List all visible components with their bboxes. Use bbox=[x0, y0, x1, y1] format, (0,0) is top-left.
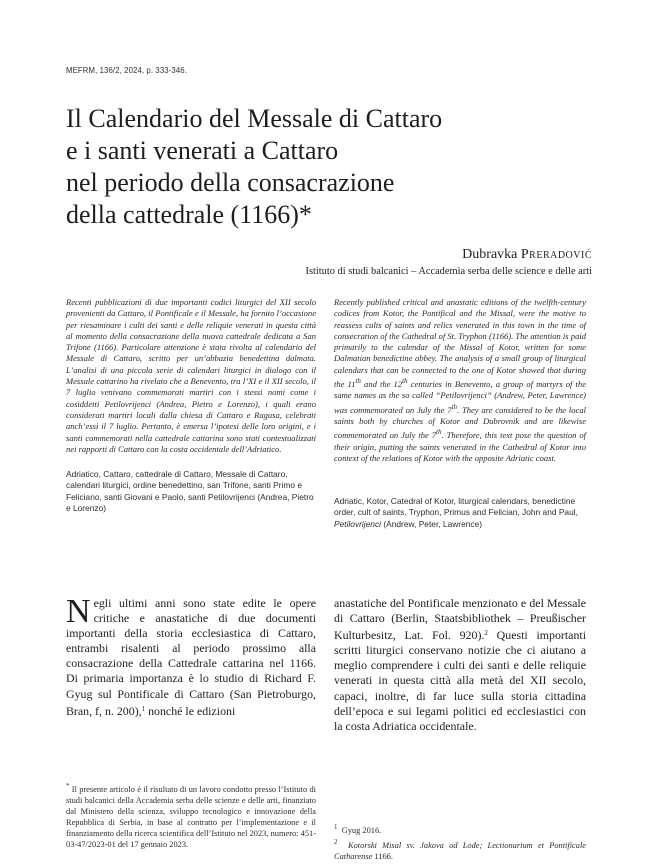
footnote-ref-link[interactable]: 2 bbox=[484, 629, 488, 638]
keywords-en-italic: Petilovrijenci bbox=[334, 518, 382, 529]
keywords-en-text: Adriatic, Kotor, Catedral of Kotor, liturgical calendars, benedictine order, cult of saints, Tryphon, Primus and Felician, John and Paul, bbox=[334, 496, 578, 518]
footnotes-right bbox=[334, 822, 586, 863]
body-column-right bbox=[334, 596, 586, 734]
superscript: th bbox=[451, 402, 458, 411]
superscript: th bbox=[402, 377, 408, 386]
footnote-ref-link[interactable]: 1 bbox=[141, 704, 146, 713]
superscript: th bbox=[436, 428, 442, 437]
abstract-en-text: . They are considered to be the local saints both by churches of Kotor and Dubrovnik and are likewise commemorated on July the 7 bbox=[334, 404, 586, 441]
footnote-mark: * bbox=[66, 782, 70, 790]
body-text: anastatiche del Pontificale menzionato e del Messale di Cattaro (Berlin, Staatsbibliothek – Preußischer Kulturbesitz, Lat. Fol. 920). bbox=[334, 596, 586, 643]
author-given-name: Dubravka bbox=[462, 247, 518, 262]
footnote-italic-text: Kotorski Misal sv. Jakova od Lođe; Lectionarium et Pontificale Catharense bbox=[334, 840, 586, 861]
article-title bbox=[66, 103, 606, 231]
drop-cap: N bbox=[66, 593, 91, 630]
body-text: Questi importanti scritti liturgici conservano notizie che ci aiutano a meglio comprendere i culti dei santi e delle reliquie venerati in questa città alla metà del XII secolo, capaci, inoltre, di far luce sulla storia cittadina dell’epoca e sui legami politici ed ecclesiastici con la costa Adriatica occidentale. bbox=[334, 628, 586, 733]
footnote bbox=[334, 822, 586, 837]
author-surname: Preradović bbox=[520, 247, 592, 262]
author-affiliation: Istituto di studi balcanici – Accademia serba delle science e delle arti bbox=[305, 266, 592, 277]
title-line: nel periodo della consacrazione bbox=[66, 168, 395, 197]
footnote bbox=[334, 837, 586, 863]
abstract-en-text: and the 12 bbox=[360, 379, 403, 390]
body-text: nonché le edizioni bbox=[145, 703, 236, 718]
body-text: egli ultimi anni sono state edite le opere critiche e anastatiche di due documenti importanti della storia ecclesiastica di Cattaro, entrambi risalenti al periodo prossimo alla consacrazione della Cattedrale cattarina nel 1166. Di primaria importanza è lo studio di Richard F. Gyug sul Pontificale di Cattaro (San Pietroburgo, Bran, f, n. 200), bbox=[66, 596, 316, 718]
keywords-italian: Adriatico, Cattaro, cattedrale di Cattaro, Messale di Cattaro, calendari liturgici, ordine benedettino, san Trifone, santi Primo e Feliciano, santi Giovani e Paolo, santi Petilovrijenci (Andrea, Pietro e Lorenzo) bbox=[66, 469, 314, 513]
abstract-italian: Recenti pubblicazioni di due importanti codici liturgici del XII secolo provenienti da Cattaro, il Pontificale e il Messale, ha fornito l’occasione per riesaminare i culti dei santi e delle reliquie venerati in questa città al momento della consacrazione della nuova cattedrale dedicata a San Trifone (1166). Particolare attenzione è stata rivolta al calendario del Messale di Cattaro, scritto per un’abbazia benedettina dalmata. L’analisi di una piccola serie di calendari liturgici in dialogo con il Messale cattarino ha rivelato che a Benevento, tra l’XI e il XII secolo, il 7 luglio venivano commemorati martiri con i stessi nomi come i cosiddetti Petilovrijenci (Andrea, Pietro e Lorenzo), i quali erano considerati martiri locali dalla chiesa di Cattaro e Ragusa, celebrati anch’essi il 7 luglio. Pertanto, è emersa l’ipotesi delle loro origini, e i santi commemorati nella cattedrale cattarina sono stati contestualizzati nei rapporti di Cattaro con la costa occidentale dell’Adriatico. bbox=[66, 297, 316, 454]
footnote-number: 2 bbox=[334, 837, 338, 846]
footnote-text: 1166. bbox=[372, 851, 393, 861]
abstract-en-text: Recently published critical and anastatic editions of the twelfth-century codices from Kotor, the Pontifical and the Missal, were the motive to reassess cults of saints and relics venerated in this town in the time of consecration of the Cathedral of St. Tryphon (1166). The attention is paid primarily to the calendar of the Missal of Kotor, written for some Dalmatian benedictine abbey. The analysis of a small group of liturgical calendars that can be connected to the one of Kotor showed that during the 11 bbox=[334, 297, 586, 390]
running-header: MEFRM, 136/2, 2024, p. 333-346. bbox=[66, 66, 187, 75]
title-line: e i santi venerati a Cattaro bbox=[66, 136, 339, 165]
title-line: Il Calendario del Messale di Cattaro bbox=[66, 104, 443, 133]
keywords-english bbox=[334, 496, 586, 530]
abstract-en-text: centuries in Benevento, a group of martyrs of the same names as the so called “Petilovrijenci” (Andrew, Peter, Lawrence) was commemorated on July the 7 bbox=[334, 379, 586, 415]
author-name bbox=[462, 247, 592, 263]
footnote-number: 1 bbox=[334, 823, 338, 831]
footnote-text: Il presente articolo è il risultato di un lavoro condotto presso l’Istituto di studi balcanici della Accademia serba delle scienze e delle arti, finanziato dal Ministero della scienza, sviluppo tecnologico e innovazione della Repubblica di Serbia, in base al contratto per l’implementazione e il finanziamento della ricerca scientifica dell’Istituto nel 2023, numero: 451-03-47/2023-01 del 17 gennaio 2023. bbox=[66, 785, 316, 849]
abstract-english bbox=[334, 297, 586, 464]
footnote-acknowledgement bbox=[66, 781, 316, 850]
superscript: th bbox=[355, 377, 361, 386]
keywords-en-tail: (Andrew, Peter, Lawrence) bbox=[381, 518, 483, 529]
abstract-en-text: . Therefore, this text pose the question of their origin, putting the saints venerated in the Cathedral of Kotor into context of the relations of Kotor with the opposite Adriatic coast. bbox=[334, 430, 586, 463]
body-column-left bbox=[66, 593, 316, 719]
footnote-text: Gyug 2016. bbox=[341, 826, 382, 835]
title-line: della cattedrale (1166)* bbox=[66, 200, 312, 229]
